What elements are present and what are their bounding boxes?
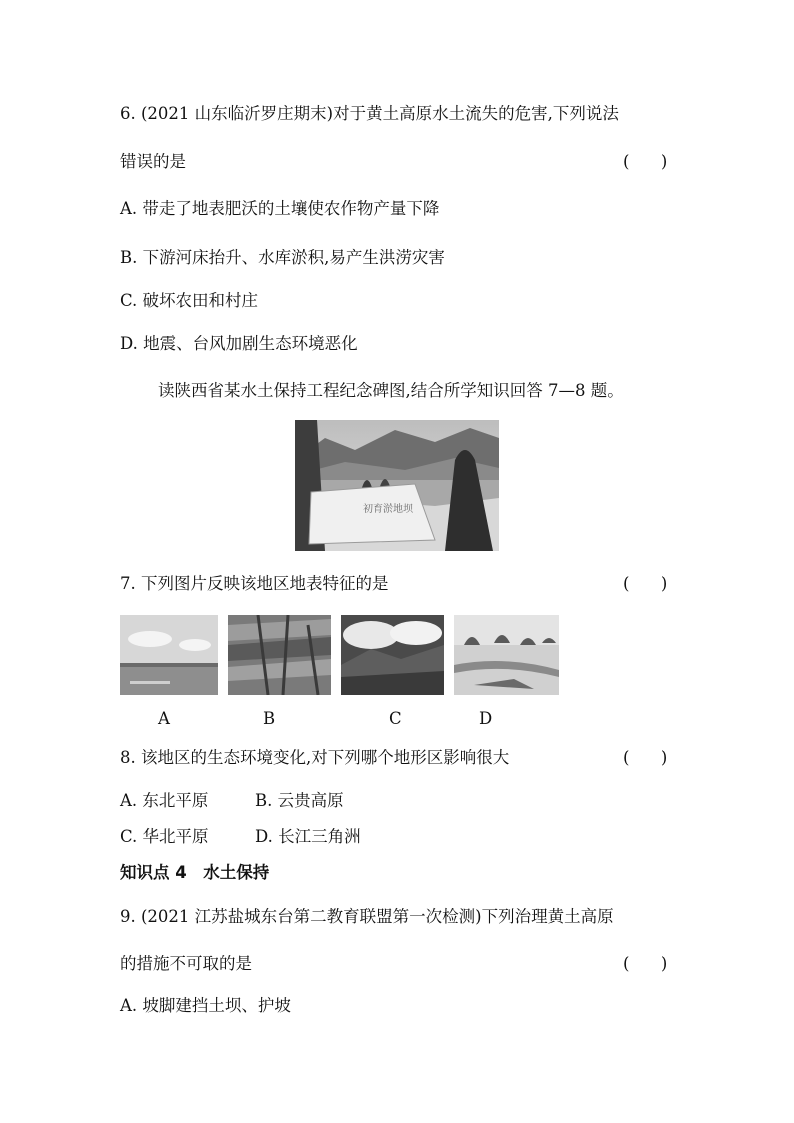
question-8-option-c: C. 华北平原 [120,827,209,846]
option-c-mountain-photo [341,615,444,695]
question-9-answer-bracket: ( ) [623,954,668,973]
question-6-answer-bracket: ( ) [623,152,668,171]
question-6-stem-line2: 错误的是 [120,152,186,171]
monument-inscription: 初育淤地坝 [363,504,413,515]
question-8-stem: 8. 该地区的生态环境变化,对下列哪个地形区影响很大 [120,748,510,767]
question-7-stem: 7. 下列图片反映该地区地表特征的是 [120,574,389,593]
group-intro-text: 读陕西省某水土保持工程纪念碑图,结合所学知识回答 7—8 题。 [158,381,624,400]
question-9-stem-line1: 9. (2021 江苏盐城东台第二教育联盟第一次检测)下列治理黄土高原 [120,907,614,926]
option-a-label: A [158,709,170,728]
section-heading: 知识点 4 水土保持 [120,863,270,882]
question-6-option-b: B. 下游河床抬升、水库淤积,易产生洪涝灾害 [120,248,445,267]
question-6-option-c: C. 破坏农田和村庄 [120,291,259,310]
option-b-gully-loess-photo [228,615,331,695]
question-8-option-d: D. 长江三角洲 [255,827,361,846]
option-d-karst-photo [454,615,559,695]
option-d-label: D [479,709,493,728]
question-6-option-a: A. 带走了地表肥沃的土壤使农作物产量下降 [120,199,440,218]
question-6-option-d: D. 地震、台风加剧生态环境恶化 [120,334,358,353]
option-a-grassland-photo [120,615,218,695]
question-8-answer-bracket: ( ) [623,748,668,767]
monument-photo [295,420,499,551]
question-8-option-b: B. 云贵高原 [255,791,344,810]
question-9-stem-line2: 的措施不可取的是 [120,954,252,973]
question-8-option-a: A. 东北平原 [120,791,209,810]
question-7-answer-bracket: ( ) [623,574,668,593]
option-c-label: C [389,709,402,728]
question-6-stem-line1: 6. (2021 山东临沂罗庄期末)对于黄土高原水土流失的危害,下列说法 [120,104,619,123]
question-9-option-a: A. 坡脚建挡土坝、护坡 [120,996,291,1015]
option-b-label: B [263,709,276,728]
